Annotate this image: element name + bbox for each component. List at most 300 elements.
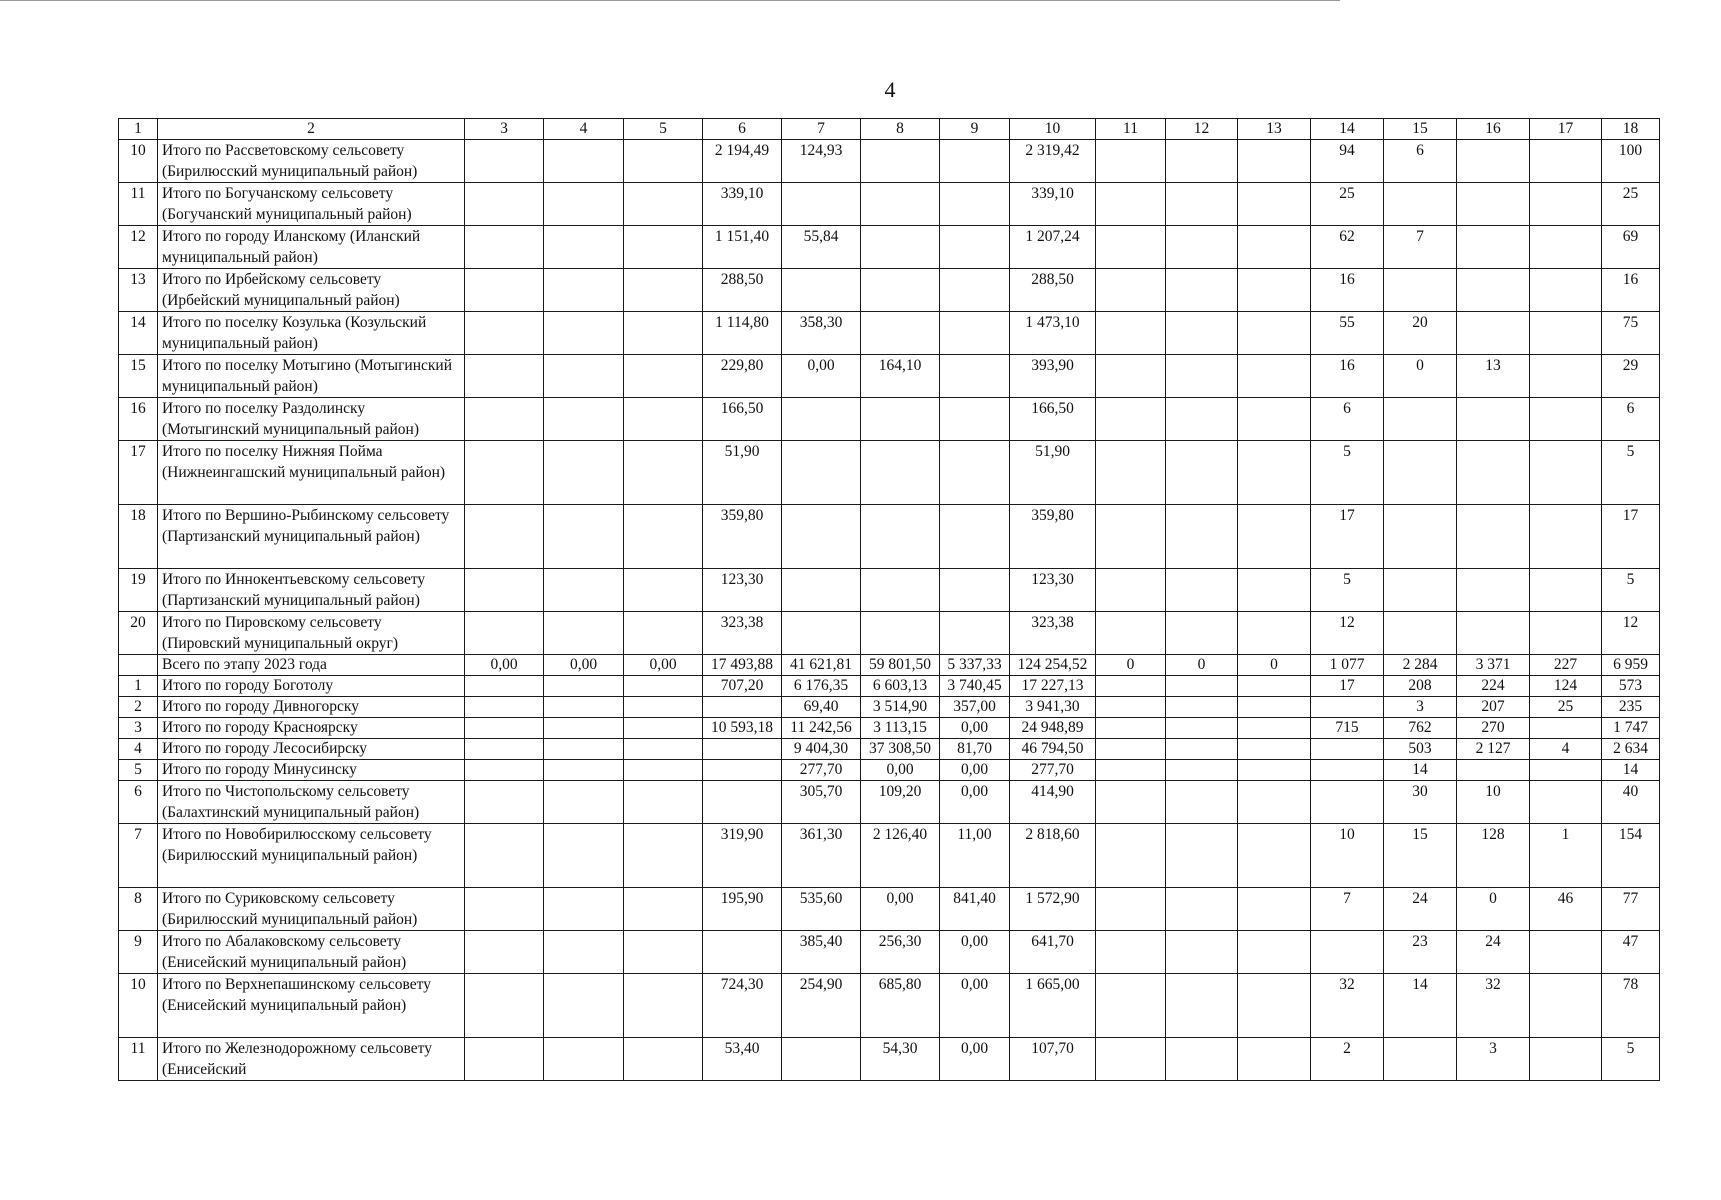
- value-cell-col-15: [1384, 569, 1457, 612]
- row-name-cell: Итого по Вершино-Рыбинскому сельсовету (Партизанский муниципальный район): [158, 505, 465, 569]
- value-cell-col-13: [1238, 760, 1311, 781]
- value-cell-col-3: [465, 226, 544, 269]
- value-cell-col-4: [544, 140, 624, 183]
- row-number-cell: 17: [119, 441, 158, 505]
- value-cell-col-18: 69: [1602, 226, 1660, 269]
- data-table: [118, 118, 1660, 1081]
- value-cell-col-12: [1166, 824, 1238, 888]
- value-cell-col-14: 2: [1311, 1038, 1384, 1081]
- value-cell-col-5: [624, 824, 703, 888]
- value-cell-col-10: 46 794,50: [1010, 739, 1096, 760]
- value-cell-col-13: [1238, 676, 1311, 697]
- value-cell-col-15: 0: [1384, 355, 1457, 398]
- value-cell-col-10: 166,50: [1010, 398, 1096, 441]
- value-cell-col-18: 5: [1602, 569, 1660, 612]
- column-header-18: 18: [1602, 119, 1660, 140]
- table-row: [119, 183, 1660, 226]
- row-name-cell: Итого по поселку Раздолинску (Мотыгинский муниципальный район): [158, 398, 465, 441]
- value-cell-col-18: 14: [1602, 760, 1660, 781]
- value-cell-col-4: [544, 312, 624, 355]
- value-cell-col-9: 11,00: [940, 824, 1010, 888]
- value-cell-col-13: [1238, 140, 1311, 183]
- value-cell-col-3: [465, 140, 544, 183]
- value-cell-col-7: 55,84: [782, 226, 861, 269]
- value-cell-col-4: [544, 569, 624, 612]
- value-cell-col-13: 0: [1238, 655, 1311, 676]
- row-number-cell: 18: [119, 505, 158, 569]
- value-cell-col-18: 40: [1602, 781, 1660, 824]
- table-row: [119, 760, 1660, 781]
- value-cell-col-10: 24 948,89: [1010, 718, 1096, 739]
- value-cell-col-5: [624, 974, 703, 1038]
- value-cell-col-3: [465, 505, 544, 569]
- value-cell-col-18: 573: [1602, 676, 1660, 697]
- value-cell-col-10: 393,90: [1010, 355, 1096, 398]
- value-cell-col-8: [861, 441, 940, 505]
- value-cell-col-7: 535,60: [782, 888, 861, 931]
- column-header-7: 7: [782, 119, 861, 140]
- value-cell-col-16: 2 127: [1457, 739, 1530, 760]
- value-cell-col-3: [465, 931, 544, 974]
- table-row: [119, 739, 1660, 760]
- table-row: [119, 569, 1660, 612]
- row-number-cell: 13: [119, 269, 158, 312]
- value-cell-col-14: 6: [1311, 398, 1384, 441]
- value-cell-col-9: [940, 269, 1010, 312]
- value-cell-col-4: [544, 718, 624, 739]
- value-cell-col-7: 69,40: [782, 697, 861, 718]
- value-cell-col-8: 37 308,50: [861, 739, 940, 760]
- row-name-cell: Итого по Новобирилюсскому сельсовету (Бирилюсский муниципальный район): [158, 824, 465, 888]
- value-cell-col-13: [1238, 718, 1311, 739]
- value-cell-col-7: 124,93: [782, 140, 861, 183]
- value-cell-col-15: [1384, 612, 1457, 655]
- value-cell-col-8: 0,00: [861, 888, 940, 931]
- row-name-cell: Итого по городу Лесосибирску: [158, 739, 465, 760]
- value-cell-col-15: [1384, 1038, 1457, 1081]
- value-cell-col-3: [465, 888, 544, 931]
- value-cell-col-7: [782, 183, 861, 226]
- value-cell-col-16: [1457, 312, 1530, 355]
- value-cell-col-11: [1096, 140, 1166, 183]
- column-header-12: 12: [1166, 119, 1238, 140]
- value-cell-col-4: [544, 183, 624, 226]
- value-cell-col-18: 100: [1602, 140, 1660, 183]
- value-cell-col-11: [1096, 739, 1166, 760]
- value-cell-col-14: 7: [1311, 888, 1384, 931]
- value-cell-col-8: 0,00: [861, 760, 940, 781]
- value-cell-col-9: 0,00: [940, 760, 1010, 781]
- value-cell-col-13: [1238, 612, 1311, 655]
- value-cell-col-18: 12: [1602, 612, 1660, 655]
- value-cell-col-6: 323,38: [703, 612, 782, 655]
- row-name-cell: Итого по Абалаковскому сельсовету (Енисейский муниципальный район): [158, 931, 465, 974]
- value-cell-col-11: [1096, 312, 1166, 355]
- value-cell-col-15: [1384, 398, 1457, 441]
- value-cell-col-8: [861, 140, 940, 183]
- value-cell-col-11: [1096, 974, 1166, 1038]
- value-cell-col-16: [1457, 398, 1530, 441]
- value-cell-col-15: [1384, 269, 1457, 312]
- value-cell-col-11: [1096, 781, 1166, 824]
- value-cell-col-17: [1530, 269, 1602, 312]
- value-cell-col-5: [624, 888, 703, 931]
- value-cell-col-13: [1238, 888, 1311, 931]
- column-header-15: 15: [1384, 119, 1457, 140]
- value-cell-col-9: [940, 226, 1010, 269]
- value-cell-col-3: [465, 781, 544, 824]
- row-number-cell: 4: [119, 739, 158, 760]
- value-cell-col-6: 707,20: [703, 676, 782, 697]
- value-cell-col-6: 17 493,88: [703, 655, 782, 676]
- value-cell-col-10: 359,80: [1010, 505, 1096, 569]
- value-cell-col-7: 11 242,56: [782, 718, 861, 739]
- value-cell-col-9: [940, 140, 1010, 183]
- value-cell-col-12: [1166, 718, 1238, 739]
- column-header-10: 10: [1010, 119, 1096, 140]
- value-cell-col-18: 17: [1602, 505, 1660, 569]
- column-header-9: 9: [940, 119, 1010, 140]
- value-cell-col-17: 46: [1530, 888, 1602, 931]
- row-name-cell: Итого по Суриковскому сельсовету (Бирилюсский муниципальный район): [158, 888, 465, 931]
- column-header-11: 11: [1096, 119, 1166, 140]
- value-cell-col-7: [782, 1038, 861, 1081]
- value-cell-col-12: [1166, 269, 1238, 312]
- value-cell-col-14: 17: [1311, 505, 1384, 569]
- value-cell-col-3: [465, 739, 544, 760]
- value-cell-col-7: [782, 505, 861, 569]
- value-cell-col-16: [1457, 140, 1530, 183]
- value-cell-col-10: 1 665,00: [1010, 974, 1096, 1038]
- value-cell-col-17: 4: [1530, 739, 1602, 760]
- value-cell-col-15: 23: [1384, 931, 1457, 974]
- row-name-cell: Итого по городу Дивногорску: [158, 697, 465, 718]
- value-cell-col-16: [1457, 441, 1530, 505]
- value-cell-col-5: [624, 612, 703, 655]
- table-row: [119, 974, 1660, 1038]
- value-cell-col-10: 2 818,60: [1010, 824, 1096, 888]
- value-cell-col-13: [1238, 1038, 1311, 1081]
- value-cell-col-12: [1166, 974, 1238, 1038]
- value-cell-col-10: 1 473,10: [1010, 312, 1096, 355]
- value-cell-col-14: 1 077: [1311, 655, 1384, 676]
- value-cell-col-7: 358,30: [782, 312, 861, 355]
- row-name-cell: Итого по Железнодорожному сельсовету (Енисейский: [158, 1038, 465, 1081]
- value-cell-col-5: [624, 781, 703, 824]
- value-cell-col-8: 3 514,90: [861, 697, 940, 718]
- value-cell-col-16: [1457, 569, 1530, 612]
- row-name-cell: Итого по Богучанскому сельсовету (Богучанский муниципальный район): [158, 183, 465, 226]
- value-cell-col-3: [465, 718, 544, 739]
- value-cell-col-12: [1166, 226, 1238, 269]
- value-cell-col-6: [703, 781, 782, 824]
- value-cell-col-17: [1530, 974, 1602, 1038]
- value-cell-col-5: [624, 931, 703, 974]
- value-cell-col-13: [1238, 183, 1311, 226]
- value-cell-col-14: 715: [1311, 718, 1384, 739]
- value-cell-col-11: [1096, 569, 1166, 612]
- value-cell-col-14: [1311, 781, 1384, 824]
- value-cell-col-13: [1238, 355, 1311, 398]
- value-cell-col-5: [624, 697, 703, 718]
- value-cell-col-5: [624, 760, 703, 781]
- value-cell-col-17: [1530, 183, 1602, 226]
- value-cell-col-11: [1096, 888, 1166, 931]
- value-cell-col-4: 0,00: [544, 655, 624, 676]
- row-name-cell: Всего по этапу 2023 года: [158, 655, 465, 676]
- value-cell-col-10: 414,90: [1010, 781, 1096, 824]
- value-cell-col-5: [624, 398, 703, 441]
- row-name-cell: Итого по Чистопольскому сельсовету (Балахтинский муниципальный район): [158, 781, 465, 824]
- value-cell-col-10: 323,38: [1010, 612, 1096, 655]
- value-cell-col-17: [1530, 505, 1602, 569]
- table-row: [119, 718, 1660, 739]
- value-cell-col-5: [624, 312, 703, 355]
- value-cell-col-3: [465, 441, 544, 505]
- value-cell-col-3: [465, 569, 544, 612]
- value-cell-col-17: [1530, 931, 1602, 974]
- row-name-cell: Итого по городу Боготолу: [158, 676, 465, 697]
- value-cell-col-8: 2 126,40: [861, 824, 940, 888]
- table-row: [119, 355, 1660, 398]
- value-cell-col-18: 75: [1602, 312, 1660, 355]
- column-header-1: 1: [119, 119, 158, 140]
- value-cell-col-3: [465, 312, 544, 355]
- value-cell-col-12: [1166, 569, 1238, 612]
- row-number-cell: 12: [119, 226, 158, 269]
- value-cell-col-9: [940, 612, 1010, 655]
- row-number-cell: 11: [119, 183, 158, 226]
- value-cell-col-13: [1238, 781, 1311, 824]
- value-cell-col-18: 78: [1602, 974, 1660, 1038]
- value-cell-col-4: [544, 441, 624, 505]
- value-cell-col-8: 685,80: [861, 974, 940, 1038]
- row-number-cell: [119, 655, 158, 676]
- value-cell-col-4: [544, 676, 624, 697]
- value-cell-col-10: 2 319,42: [1010, 140, 1096, 183]
- value-cell-col-4: [544, 612, 624, 655]
- value-cell-col-13: [1238, 505, 1311, 569]
- value-cell-col-13: [1238, 441, 1311, 505]
- value-cell-col-3: [465, 355, 544, 398]
- row-name-cell: Итого по Ирбейскому сельсовету (Ирбейский муниципальный район): [158, 269, 465, 312]
- value-cell-col-4: [544, 398, 624, 441]
- value-cell-col-3: [465, 676, 544, 697]
- value-cell-col-17: [1530, 1038, 1602, 1081]
- row-number-cell: 7: [119, 824, 158, 888]
- value-cell-col-9: 81,70: [940, 739, 1010, 760]
- value-cell-col-14: 25: [1311, 183, 1384, 226]
- header-row: [119, 119, 1660, 140]
- value-cell-col-14: 12: [1311, 612, 1384, 655]
- value-cell-col-12: [1166, 781, 1238, 824]
- value-cell-col-11: [1096, 718, 1166, 739]
- column-header-14: 14: [1311, 119, 1384, 140]
- value-cell-col-5: [624, 569, 703, 612]
- value-cell-col-12: [1166, 931, 1238, 974]
- value-cell-col-16: [1457, 226, 1530, 269]
- value-cell-col-9: [940, 441, 1010, 505]
- value-cell-col-14: [1311, 739, 1384, 760]
- value-cell-col-7: 9 404,30: [782, 739, 861, 760]
- value-cell-col-3: [465, 974, 544, 1038]
- value-cell-col-8: [861, 312, 940, 355]
- value-cell-col-15: 14: [1384, 974, 1457, 1038]
- table-row: [119, 676, 1660, 697]
- value-cell-col-6: 319,90: [703, 824, 782, 888]
- value-cell-col-6: 288,50: [703, 269, 782, 312]
- value-cell-col-9: 0,00: [940, 931, 1010, 974]
- value-cell-col-8: 54,30: [861, 1038, 940, 1081]
- value-cell-col-17: [1530, 781, 1602, 824]
- value-cell-col-18: 5: [1602, 1038, 1660, 1081]
- total-row: [119, 655, 1660, 676]
- value-cell-col-16: 13: [1457, 355, 1530, 398]
- row-name-cell: Итого по поселку Нижняя Пойма (Нижнеингашский муниципальный район): [158, 441, 465, 505]
- value-cell-col-18: 77: [1602, 888, 1660, 931]
- value-cell-col-16: [1457, 183, 1530, 226]
- row-name-cell: Итого по Иннокентьевскому сельсовету (Партизанский муниципальный район): [158, 569, 465, 612]
- value-cell-col-16: 32: [1457, 974, 1530, 1038]
- value-cell-col-6: 359,80: [703, 505, 782, 569]
- value-cell-col-13: [1238, 739, 1311, 760]
- value-cell-col-6: 339,10: [703, 183, 782, 226]
- value-cell-col-13: [1238, 931, 1311, 974]
- value-cell-col-4: [544, 888, 624, 931]
- value-cell-col-16: 3 371: [1457, 655, 1530, 676]
- value-cell-col-14: 17: [1311, 676, 1384, 697]
- value-cell-col-9: 357,00: [940, 697, 1010, 718]
- value-cell-col-17: 124: [1530, 676, 1602, 697]
- row-number-cell: 20: [119, 612, 158, 655]
- value-cell-col-10: 288,50: [1010, 269, 1096, 312]
- value-cell-col-9: 0,00: [940, 781, 1010, 824]
- value-cell-col-7: 361,30: [782, 824, 861, 888]
- value-cell-col-16: 0: [1457, 888, 1530, 931]
- value-cell-col-8: 256,30: [861, 931, 940, 974]
- value-cell-col-14: 16: [1311, 269, 1384, 312]
- value-cell-col-7: 305,70: [782, 781, 861, 824]
- value-cell-col-13: [1238, 269, 1311, 312]
- value-cell-col-17: [1530, 398, 1602, 441]
- row-number-cell: 3: [119, 718, 158, 739]
- value-cell-col-6: 166,50: [703, 398, 782, 441]
- value-cell-col-17: [1530, 760, 1602, 781]
- value-cell-col-15: [1384, 441, 1457, 505]
- value-cell-col-7: 0,00: [782, 355, 861, 398]
- value-cell-col-7: [782, 269, 861, 312]
- value-cell-col-14: [1311, 760, 1384, 781]
- value-cell-col-9: [940, 569, 1010, 612]
- value-cell-col-15: 2 284: [1384, 655, 1457, 676]
- value-cell-col-13: [1238, 697, 1311, 718]
- value-cell-col-10: 641,70: [1010, 931, 1096, 974]
- value-cell-col-6: [703, 931, 782, 974]
- value-cell-col-7: [782, 441, 861, 505]
- value-cell-col-14: 5: [1311, 441, 1384, 505]
- value-cell-col-12: [1166, 183, 1238, 226]
- value-cell-col-8: [861, 612, 940, 655]
- value-cell-col-5: [624, 1038, 703, 1081]
- value-cell-col-8: [861, 398, 940, 441]
- value-cell-col-12: [1166, 760, 1238, 781]
- value-cell-col-6: 1 114,80: [703, 312, 782, 355]
- value-cell-col-18: 154: [1602, 824, 1660, 888]
- row-name-cell: Итого по Верхнепашинскому сельсовету (Енисейский муниципальный район): [158, 974, 465, 1038]
- value-cell-col-15: [1384, 505, 1457, 569]
- value-cell-col-18: 235: [1602, 697, 1660, 718]
- value-cell-col-11: [1096, 226, 1166, 269]
- table-row: [119, 269, 1660, 312]
- value-cell-col-3: [465, 824, 544, 888]
- value-cell-col-6: 195,90: [703, 888, 782, 931]
- value-cell-col-13: [1238, 312, 1311, 355]
- row-name-cell: Итого по городу Красноярску: [158, 718, 465, 739]
- table-row: [119, 888, 1660, 931]
- column-header-8: 8: [861, 119, 940, 140]
- row-name-cell: Итого по поселку Мотыгино (Мотыгинский муниципальный район): [158, 355, 465, 398]
- value-cell-col-9: [940, 183, 1010, 226]
- value-cell-col-17: 25: [1530, 697, 1602, 718]
- table-row: [119, 398, 1660, 441]
- value-cell-col-9: [940, 398, 1010, 441]
- value-cell-col-9: [940, 355, 1010, 398]
- value-cell-col-5: 0,00: [624, 655, 703, 676]
- value-cell-col-16: 3: [1457, 1038, 1530, 1081]
- value-cell-col-8: [861, 183, 940, 226]
- value-cell-col-15: 7: [1384, 226, 1457, 269]
- value-cell-col-4: [544, 824, 624, 888]
- value-cell-col-16: 270: [1457, 718, 1530, 739]
- value-cell-col-14: 32: [1311, 974, 1384, 1038]
- value-cell-col-14: 62: [1311, 226, 1384, 269]
- value-cell-col-6: [703, 739, 782, 760]
- top-rule: [0, 0, 1340, 1]
- value-cell-col-11: [1096, 183, 1166, 226]
- value-cell-col-15: 24: [1384, 888, 1457, 931]
- value-cell-col-3: [465, 398, 544, 441]
- value-cell-col-11: [1096, 505, 1166, 569]
- value-cell-col-9: 841,40: [940, 888, 1010, 931]
- value-cell-col-9: [940, 312, 1010, 355]
- table-row: [119, 697, 1660, 718]
- value-cell-col-3: [465, 1038, 544, 1081]
- value-cell-col-11: 0: [1096, 655, 1166, 676]
- value-cell-col-12: [1166, 612, 1238, 655]
- value-cell-col-17: [1530, 312, 1602, 355]
- value-cell-col-14: [1311, 931, 1384, 974]
- value-cell-col-9: 3 740,45: [940, 676, 1010, 697]
- value-cell-col-14: [1311, 697, 1384, 718]
- value-cell-col-12: [1166, 676, 1238, 697]
- table-row: [119, 226, 1660, 269]
- value-cell-col-18: 1 747: [1602, 718, 1660, 739]
- column-header-17: 17: [1530, 119, 1602, 140]
- value-cell-col-7: 41 621,81: [782, 655, 861, 676]
- value-cell-col-16: [1457, 760, 1530, 781]
- value-cell-col-16: 207: [1457, 697, 1530, 718]
- value-cell-col-11: [1096, 441, 1166, 505]
- value-cell-col-18: 25: [1602, 183, 1660, 226]
- row-name-cell: Итого по городу Минусинску: [158, 760, 465, 781]
- value-cell-col-11: [1096, 931, 1166, 974]
- value-cell-col-5: [624, 140, 703, 183]
- value-cell-col-8: 3 113,15: [861, 718, 940, 739]
- value-cell-col-12: [1166, 441, 1238, 505]
- value-cell-col-12: [1166, 697, 1238, 718]
- value-cell-col-5: [624, 676, 703, 697]
- value-cell-col-14: 55: [1311, 312, 1384, 355]
